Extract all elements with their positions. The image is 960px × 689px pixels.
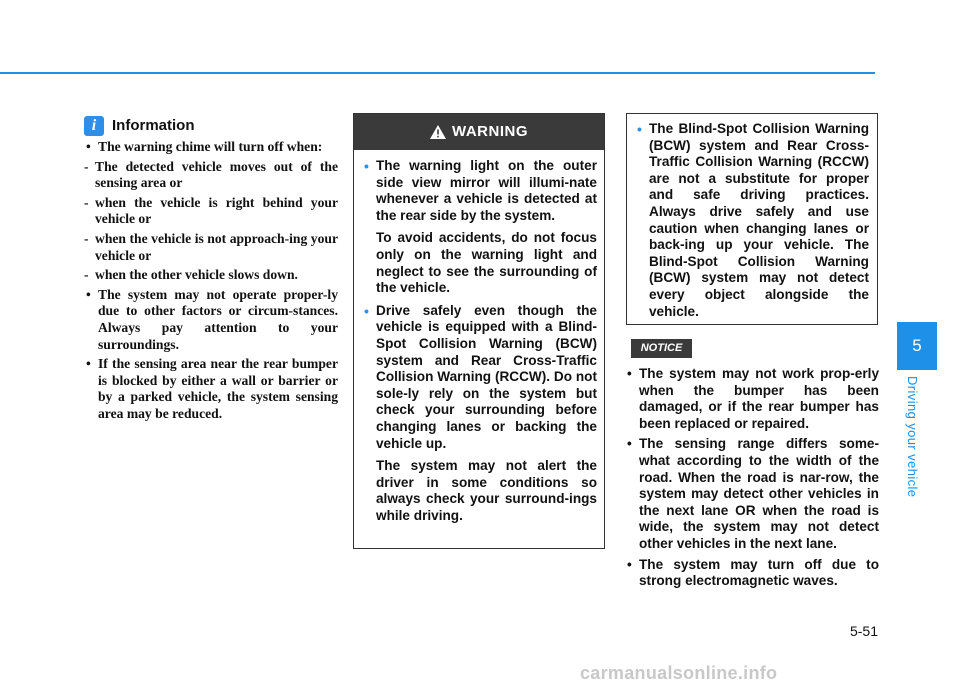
warning-box: [353, 113, 605, 549]
info-icon: i: [84, 116, 104, 136]
dash-mark: -: [84, 230, 89, 246]
watermark: carmanualsonline.info: [580, 663, 778, 683]
information-item: [84, 139, 338, 156]
notice-item-text: The system may not work prop-erly when the bumper has been damaged, or if the rear bumper has been replaced or repaired.: [639, 366, 879, 431]
information-sublist: [70, 159, 338, 284]
information-subitem-text: when the vehicle is not approach-ing your vehicle or: [95, 230, 338, 263]
warning-paragraph: To avoid accidents, do not focus only on the warning light and neglect to see the surrounding of the vehicle.: [376, 230, 597, 296]
information-subitem-text: when the other vehicle slows down.: [95, 267, 298, 283]
warning-text: Drive safely even though the vehicle is equipped with a Blind-Spot Collision Warning (BCW) system and Rear Cross-Traffic Collision Warning (RCCW). Do not sole-ly rely on the system but check your surrounding before changing lanes or backing the vehicle up.: [376, 302, 597, 451]
information-section: [84, 116, 338, 423]
warning-paragraph: The system may not alert the driver in some conditions so always check your surround-ings while driving.: [376, 458, 597, 523]
caution-bullet: [635, 121, 869, 320]
caution-box: [626, 113, 878, 325]
bullet-dot: •: [364, 302, 369, 319]
dash-mark: -: [84, 194, 89, 210]
information-item: [84, 287, 338, 353]
warning-bullet: [362, 303, 597, 452]
information-subitem: [70, 195, 338, 228]
dash-mark: -: [84, 267, 89, 283]
information-item-text: The system may not operate proper-ly due to other factors or circum-stances. Always pay attention to your surroundings.: [98, 286, 338, 352]
bullet-dot: •: [627, 436, 632, 452]
dash-mark: -: [84, 158, 89, 174]
information-subitem: [70, 159, 338, 192]
chapter-tab: 5: [897, 322, 937, 370]
information-item-text: The warning chime will turn off when:: [98, 139, 323, 154]
information-subitem: [70, 231, 338, 264]
notice-list: [625, 366, 879, 594]
notice-item-text: The sensing range differs some-what according to the width of the road. When the road is nar-row, the system may detect other vehicles in the next lane OR when the road is wide, the system may not detect other vehicles in the next lane.: [639, 436, 879, 551]
notice-item: [625, 366, 879, 432]
warning-text: The warning light on the outer side view mirror will illumi-nate whenever a vehicle is detected at the rear side by the system.: [376, 158, 597, 223]
chapter-title: Driving your vehicle: [905, 376, 920, 498]
warning-bullet: [362, 158, 597, 224]
header-rule: [0, 72, 875, 74]
bullet-dot: •: [86, 286, 91, 302]
information-title: Information: [112, 116, 195, 134]
warning-title: WARNING: [452, 122, 528, 140]
warning-triangle-icon: [430, 125, 446, 139]
notice-tag: NOTICE: [631, 339, 692, 358]
information-list: [84, 139, 338, 156]
warning-header: [354, 114, 604, 150]
bullet-dot: •: [627, 366, 632, 381]
notice-item: [625, 436, 879, 552]
bullet-dot: •: [86, 356, 91, 372]
information-subitem-text: when the vehicle is right behind your vehicle or: [95, 194, 338, 227]
bullet-dot: •: [86, 139, 91, 154]
information-subitem: [70, 267, 338, 284]
information-list-continued: [84, 287, 338, 423]
information-subitem-text: The detected vehicle moves out of the sensing area or: [95, 158, 338, 191]
warning-body: [354, 150, 604, 524]
bullet-dot: •: [637, 121, 642, 137]
page-number: 5-51: [849, 623, 878, 639]
bullet-dot: •: [364, 158, 369, 174]
bullet-dot: •: [627, 556, 632, 572]
information-item-text: If the sensing area near the rear bumper is blocked by either a wall or barrier or by a parked vehicle, the system sensing area may be reduced.: [98, 356, 338, 421]
information-header: [84, 116, 338, 136]
caution-text: The Blind-Spot Collision Warning (BCW) system and Rear Cross-Traffic Collision Warning (RCCW) are not a substitute for proper and safe driving practices. Always drive safely and use caution when changing lanes or back-ing up your vehicle. The Blind-Spot Collision Warning (BCW) system may not detect every object alongside the vehicle.: [649, 121, 869, 319]
notice-item: [625, 557, 879, 590]
information-item: [84, 356, 338, 422]
notice-item-text: The system may turn off due to strong electromagnetic waves.: [639, 556, 879, 589]
